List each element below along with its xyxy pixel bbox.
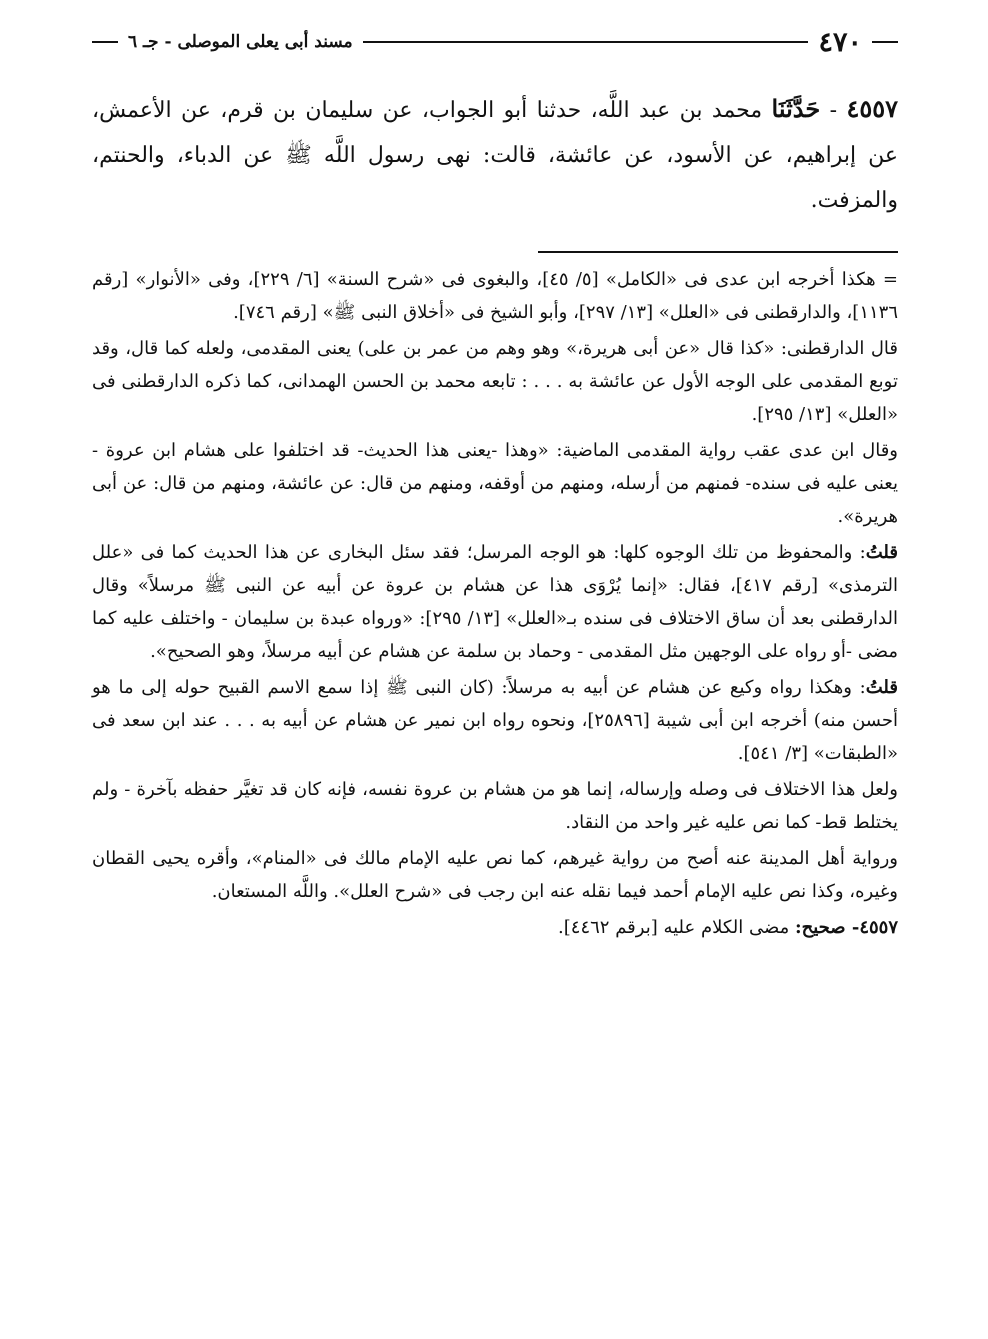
hadith-text	[92, 86, 898, 223]
footnote-6	[92, 773, 898, 839]
final-note-text: مضى الكلام عليه [برقم ٤٤٦٢].	[558, 917, 795, 938]
book-title: مسند أبى يعلى الموصلى - جـ ٦	[128, 32, 353, 52]
final-note-number: ٤٥٥٧	[859, 917, 898, 938]
hadith-dash: -	[820, 98, 847, 123]
footnote-text: ولعل هذا الاختلاف فى وصله وإرساله، إنما هو من هشام بن عروة نفسه، فإنه كان قد تغيَّر حفظه بآخرة - ولم يختلط قط- كما نص عليه غير واحد من النقاد.	[92, 779, 898, 833]
header-dash-left	[92, 41, 118, 43]
footnote-text: = هكذا أخرجه ابن عدى فى «الكامل» [٥/ ٤٥]، والبغوى فى «شرح السنة» [٦/ ٢٢٩]، وفى «الأنوار» [رقم ١١٣٦]، والدارقطنى فى «العلل» [١٣/ ٢٩٧]، وأبو الشيخ فى «أخلاق النبى ﷺ» [رقم ٧٤٦].	[92, 269, 898, 323]
footnote-7	[92, 842, 898, 908]
footnote-text: : والمحفوظ من تلك الوجوه كلها: هو الوجه المرسل؛ فقد سئل البخارى عن هذا الحديث كما فى «علل الترمذى» [رقم ٤١٧]، فقال: «إنما يُرْوَى هذا عن هشام بن عروة عن أبيه عن النبى ﷺ مرسلاً» وقال الدارقطنى بعد أن ساق الاختلاف فى سنده بـ«العلل» [١٣/ ٢٩٥]: «ورواه عبدة بن سليمان - واختلف عليه كما مضى -أو رواه على الوجهين مثل المقدمى - وحماد بن سلمة عن هشام عن أبيه مرسلاً، وهو الصحيح».	[92, 542, 898, 662]
header-dash-right	[872, 41, 898, 43]
footnote-lead: قلتُ	[865, 677, 898, 698]
hadith-opening: حَدَّثَنَا	[771, 94, 821, 123]
final-note-label: - صحيح:	[794, 917, 860, 938]
footnote-text: وقال ابن عدى عقب رواية المقدمى الماضية: «وهذا -يعنى هذا الحديث- قد اختلفوا على هشام ابن عروة - يعنى عليه فى سنده- فمنهم من أرسله، ومنهم من أوقفه، ومنهم من قال: عن عائشة، ومنهم من قال: عن أبى هريرة».	[92, 440, 899, 527]
footnote-2	[92, 332, 898, 431]
page-number: ٤٧٠	[818, 26, 862, 58]
footnote-text: : وهكذا رواه وكيع عن هشام عن أبيه به مرسلاً: (كان النبى ﷺ إذا سمع الاسم القبيح حوله إلى ما هو أحسن منه) أخرجه ابن أبى شيبة [٢٥٨٩٦]، ونحوه رواه ابن نمير عن هشام عن أبيه به . . . عند ابن سعد فى «الطبقات» [٣/ ٥٤١].	[92, 677, 898, 764]
page-header	[92, 22, 898, 62]
footnote-3	[92, 434, 898, 533]
hadith-body: محمد بن عبد اللَّه، حدثنا أبو الجواب، عن سليمان بن قرم، عن الأعمش، عن إبراهيم، عن الأسود، عن عائشة، قالت: نهى رسول اللَّه ﷺ عن الدباء، والحنتم، والمزفت.	[92, 98, 898, 213]
footnote-1	[92, 263, 898, 329]
hadith-number: ٤٥٥٧	[846, 94, 898, 123]
page	[92, 22, 898, 947]
footnote-separator	[538, 251, 898, 253]
footnotes	[92, 263, 898, 944]
footnote-5	[92, 671, 898, 770]
header-rule	[363, 41, 809, 43]
footnote-4	[92, 536, 898, 668]
final-note	[92, 911, 898, 944]
footnote-text: قال الدارقطنى: «كذا قال «عن أبى هريرة،» وهو وهم من عمر بن على) يعنى المقدمى، ولعله كما قال، وقد توبع المقدمى على الوجه الأول عن عائشة به . . . : تابعه محمد بن الحسن الهمدانى، كما ذكره الدارقطنى فى «العلل» [١٣/ ٢٩٥].	[92, 338, 898, 425]
footnote-text: ورواية أهل المدينة عنه أصح من رواية غيرهم، كما نص عليه الإمام مالك فى «المنام»، وأقره يحيى القطان وغيره، وكذا نص عليه الإمام أحمد فيما نقله عنه ابن رجب فى «شرح العلل». واللَّه المستعان.	[92, 848, 898, 902]
footnote-lead: قلتُ	[865, 542, 898, 563]
